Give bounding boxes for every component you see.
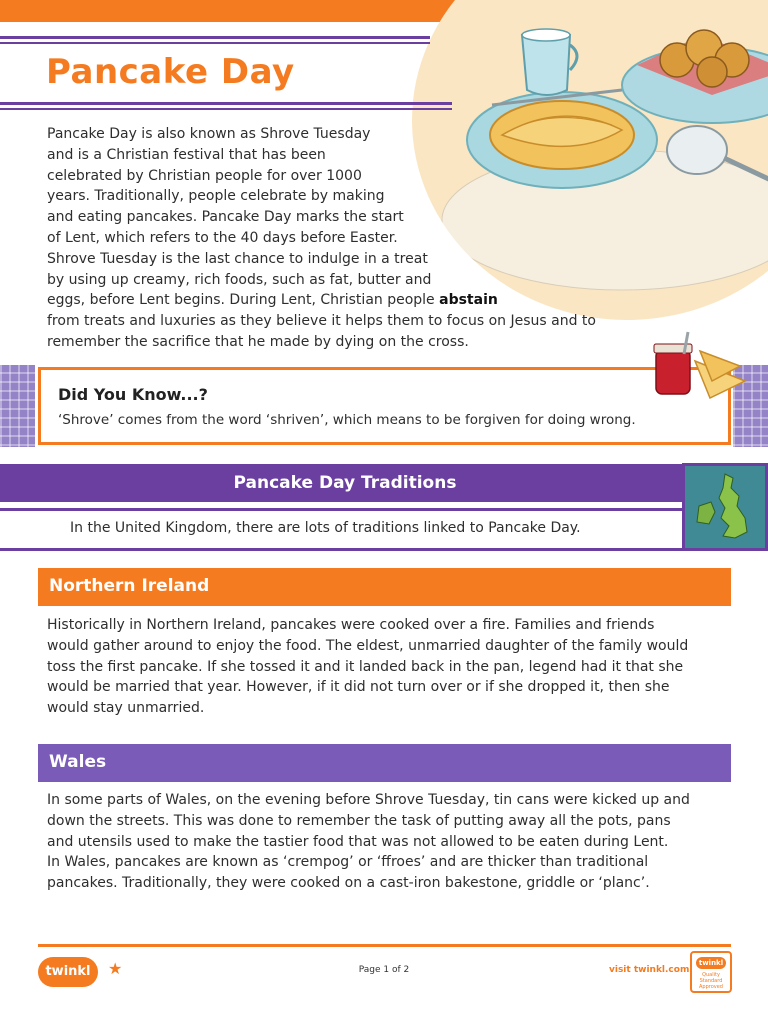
badge-text: Quality Standard Approved [699, 972, 723, 990]
uk-map-icon [682, 463, 768, 551]
intro-line: remember the sacrifice that he made by dying on the cross. [47, 333, 469, 350]
paragraph-line: would be married that year. However, if it did not turn over or if she dropped it, then she [47, 679, 670, 696]
paragraph-line: pancakes. Traditionally, they were cooked on a cast-iron bakestone, griddle or ‘planc’. [47, 875, 650, 892]
header-rule-bottom-thin [0, 108, 452, 110]
traditions-rule-bottom [0, 548, 682, 551]
badge-logo: twinkl [696, 957, 726, 969]
twinkl-logo[interactable]: twinkl [38, 957, 98, 987]
intro-line: by using up creamy, rich foods, such as fat, butter and [47, 271, 432, 288]
paragraph-line: toss the first pancake. If she tossed it and it landed back in the pan, legend had it that she [47, 658, 684, 675]
paragraph-line: and utensils used to make the tastier food that was not allowed to be eaten during Lent. [47, 833, 669, 850]
traditions-title: Pancake Day Traditions [233, 473, 457, 493]
intro-line-with-bold [47, 290, 647, 311]
paragraph-line: would gather around to enjoy the food. The eldest, unmarried daughter of the family would [47, 637, 689, 654]
northern-ireland-title: Northern Ireland [49, 576, 210, 596]
intro-line: and eating pancakes. Pancake Day marks the start [47, 209, 404, 226]
wales-title: Wales [49, 752, 107, 772]
header-rule-bottom [0, 102, 452, 105]
paragraph-line: Historically in Northern Ireland, pancakes were cooked over a fire. Families and friends [47, 617, 655, 633]
abstain-bold-word: abstain [439, 292, 498, 309]
did-you-know-title: Did You Know...? [58, 385, 208, 404]
header-rule-top-thin [0, 42, 430, 44]
intro-line: and is a Christian festival that has been [47, 146, 326, 163]
paragraph-line: In some parts of Wales, on the evening before Shrove Tuesday, tin cans were kicked up and [47, 792, 690, 808]
northern-ireland-paragraph [47, 615, 737, 719]
intro-line: of Lent, which refers to the 40 days before Easter. [47, 229, 398, 246]
wales-paragraph [47, 790, 737, 894]
intro-line-text: eggs, before Lent begins. During Lent, Christian people [47, 292, 440, 309]
traditions-banner [0, 464, 682, 502]
star-icon: ★ [108, 959, 123, 978]
intro-line: Shrove Tuesday is the last chance to indulge in a treat [47, 250, 428, 267]
intro-line: celebrated by Christian people for over 1000 [47, 167, 362, 184]
did-you-know-text: ‘Shrove’ comes from the word ‘shriven’, which means to be forgiven for doing wrong. [58, 412, 636, 428]
intro-line: from treats and luxuries as they believe it helps them to focus on Jesus and to [47, 313, 596, 330]
page-number: Page 1 of 2 [358, 965, 410, 975]
intro-line: Pancake Day is also known as Shrove Tuesday [47, 126, 371, 142]
page-title: Pancake Day [46, 52, 295, 92]
traditions-rule-top [0, 508, 682, 511]
paragraph-line: down the streets. This was done to remember the task of putting away all the pots, pans [47, 812, 671, 829]
paragraph-line: In Wales, pancakes are known as ‘crempog’ or ‘ffroes’ and are thicker than traditional [47, 854, 649, 871]
plaid-decoration-left [0, 365, 35, 447]
intro-line: years. Traditionally, people celebrate by making [47, 188, 385, 205]
quality-badge [690, 951, 732, 993]
northern-ireland-header [38, 568, 731, 606]
footer-rule [38, 944, 731, 947]
did-you-know-box [38, 367, 731, 445]
visit-link[interactable]: visit twinkl.com [609, 965, 690, 975]
jam-jar-illustration [650, 326, 750, 406]
header-rule-top [0, 36, 430, 39]
traditions-intro: In the United Kingdom, there are lots of traditions linked to Pancake Day. [70, 520, 581, 536]
wales-header [38, 744, 731, 782]
intro-paragraph [47, 124, 647, 353]
paragraph-line: would stay unmarried. [47, 700, 205, 717]
